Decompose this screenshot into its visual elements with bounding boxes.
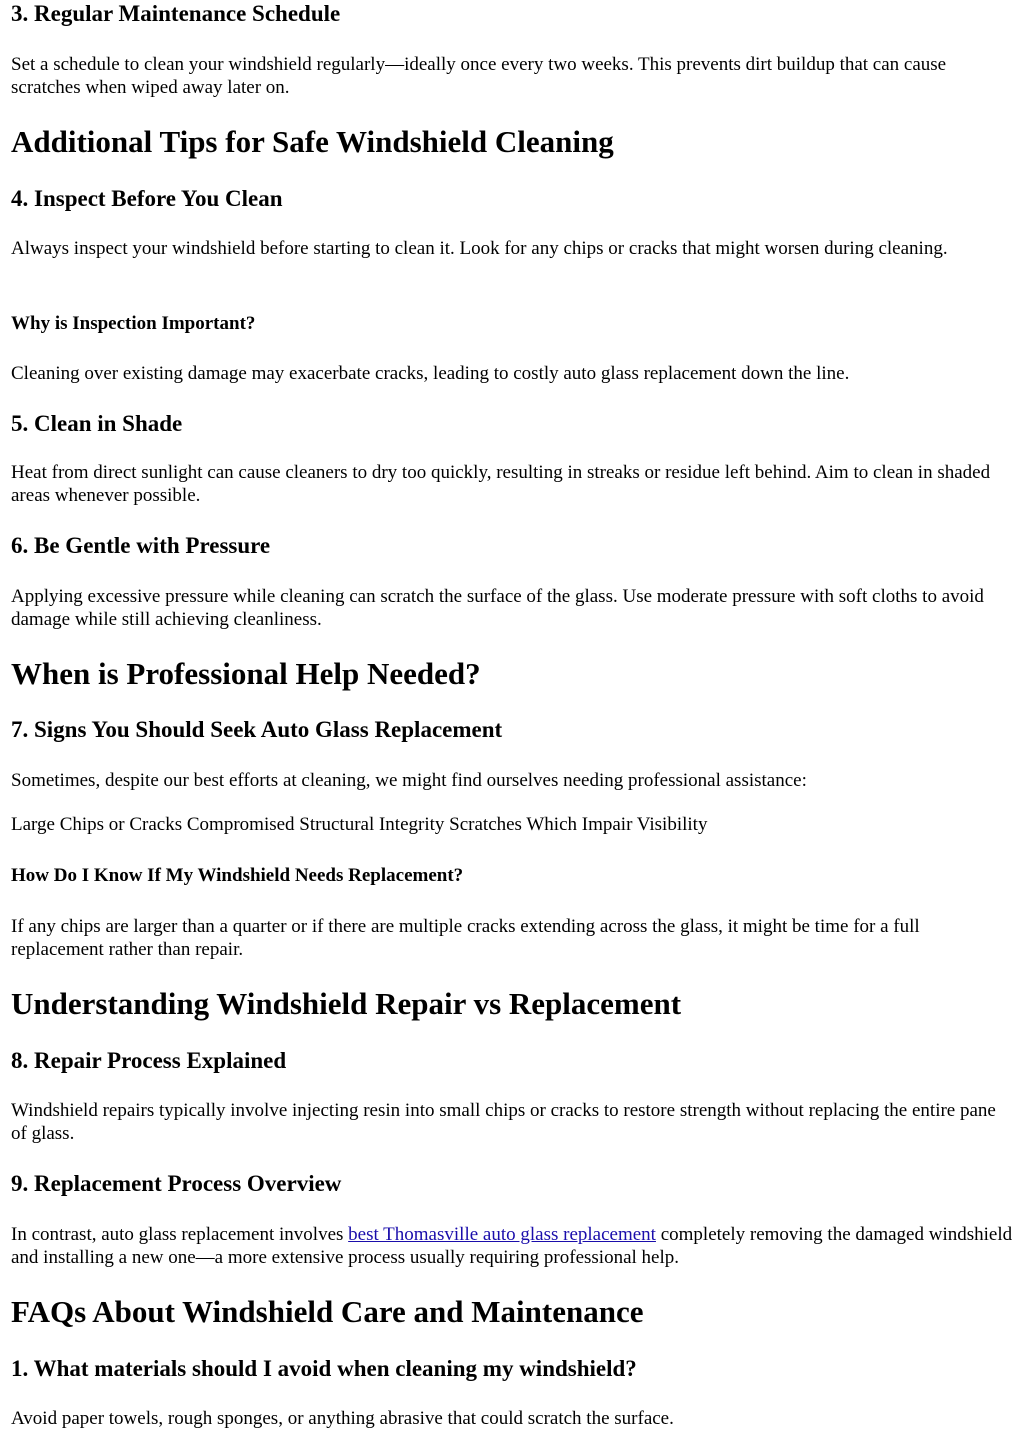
heading-inspect-before-clean: 4. Inspect Before You Clean — [11, 186, 283, 211]
heading-regular-maintenance: 3. Regular Maintenance Schedule — [11, 1, 341, 26]
paragraph-faq-materials-avoid: Avoid paper towels, rough sponges, or anything abrasive that could scratch the surface. — [11, 1408, 674, 1429]
heading-how-know-replacement: How Do I Know If My Windshield Needs Replacement? — [11, 865, 464, 886]
heading-repair-process: 8. Repair Process Explained — [11, 1048, 287, 1073]
paragraph-repair-process: Windshield repairs typically involve injecting resin into small chips or cracks to restore strength without replacing the entire pane of glass. — [11, 1100, 996, 1144]
heading-signs-replacement: 7. Signs You Should Seek Auto Glass Replacement — [11, 717, 503, 742]
heading-replacement-process: 9. Replacement Process Overview — [11, 1171, 342, 1196]
paragraph-replacement-text-before: In contrast, auto glass replacement involves — [11, 1224, 349, 1245]
paragraph-signs-list: Large Chips or Cracks Compromised Structural Integrity Scratches Which Impair Visibility — [11, 814, 708, 835]
paragraph-how-know-replacement: If any chips are larger than a quarter or if there are multiple cracks extending across the glass, it might be time for a full replacement rather than repair. — [11, 916, 920, 960]
heading-why-inspection-important: Why is Inspection Important? — [11, 313, 256, 334]
heading-repair-vs-replacement: Understanding Windshield Repair vs Replacement — [11, 986, 682, 1021]
thomasville-auto-glass-link[interactable]: best Thomasville auto glass replacement — [348, 1224, 656, 1245]
paragraph-replacement-text-after: completely removing the damaged windshield and installing a new one—a more extensive process usually requiring professional help. — [11, 1224, 1013, 1268]
paragraph-gentle-pressure: Applying excessive pressure while cleaning can scratch the surface of the glass. Use moderate pressure with soft cloths to avoid damage while still achieving cleanliness. — [11, 586, 984, 630]
heading-faq-materials-avoid: 1. What materials should I avoid when cleaning my windshield? — [11, 1356, 637, 1381]
paragraph-regular-maintenance: Set a schedule to clean your windshield regularly—ideally once every two weeks. This prevents dirt buildup that can cause scratches when wiped away later on. — [11, 54, 947, 98]
heading-clean-in-shade: 5. Clean in Shade — [11, 411, 183, 436]
paragraph-signs-replacement: Sometimes, despite our best efforts at cleaning, we might find ourselves needing professional assistance: — [11, 770, 807, 791]
heading-gentle-pressure: 6. Be Gentle with Pressure — [11, 533, 271, 558]
paragraph-inspect-before-clean: Always inspect your windshield before starting to clean it. Look for any chips or cracks that might worsen during cleaning. — [11, 238, 948, 259]
heading-additional-tips: Additional Tips for Safe Windshield Cleaning — [11, 124, 614, 159]
heading-professional-help: When is Professional Help Needed? — [11, 656, 481, 691]
paragraph-why-inspection-important: Cleaning over existing damage may exacerbate cracks, leading to costly auto glass replacement down the line. — [11, 363, 850, 384]
heading-faqs: FAQs About Windshield Care and Maintenance — [11, 1294, 644, 1329]
paragraph-replacement-process — [11, 1223, 1016, 1269]
paragraph-clean-in-shade: Heat from direct sunlight can cause cleaners to dry too quickly, resulting in streaks or residue left behind. Aim to clean in shaded areas whenever possible. — [11, 462, 991, 506]
